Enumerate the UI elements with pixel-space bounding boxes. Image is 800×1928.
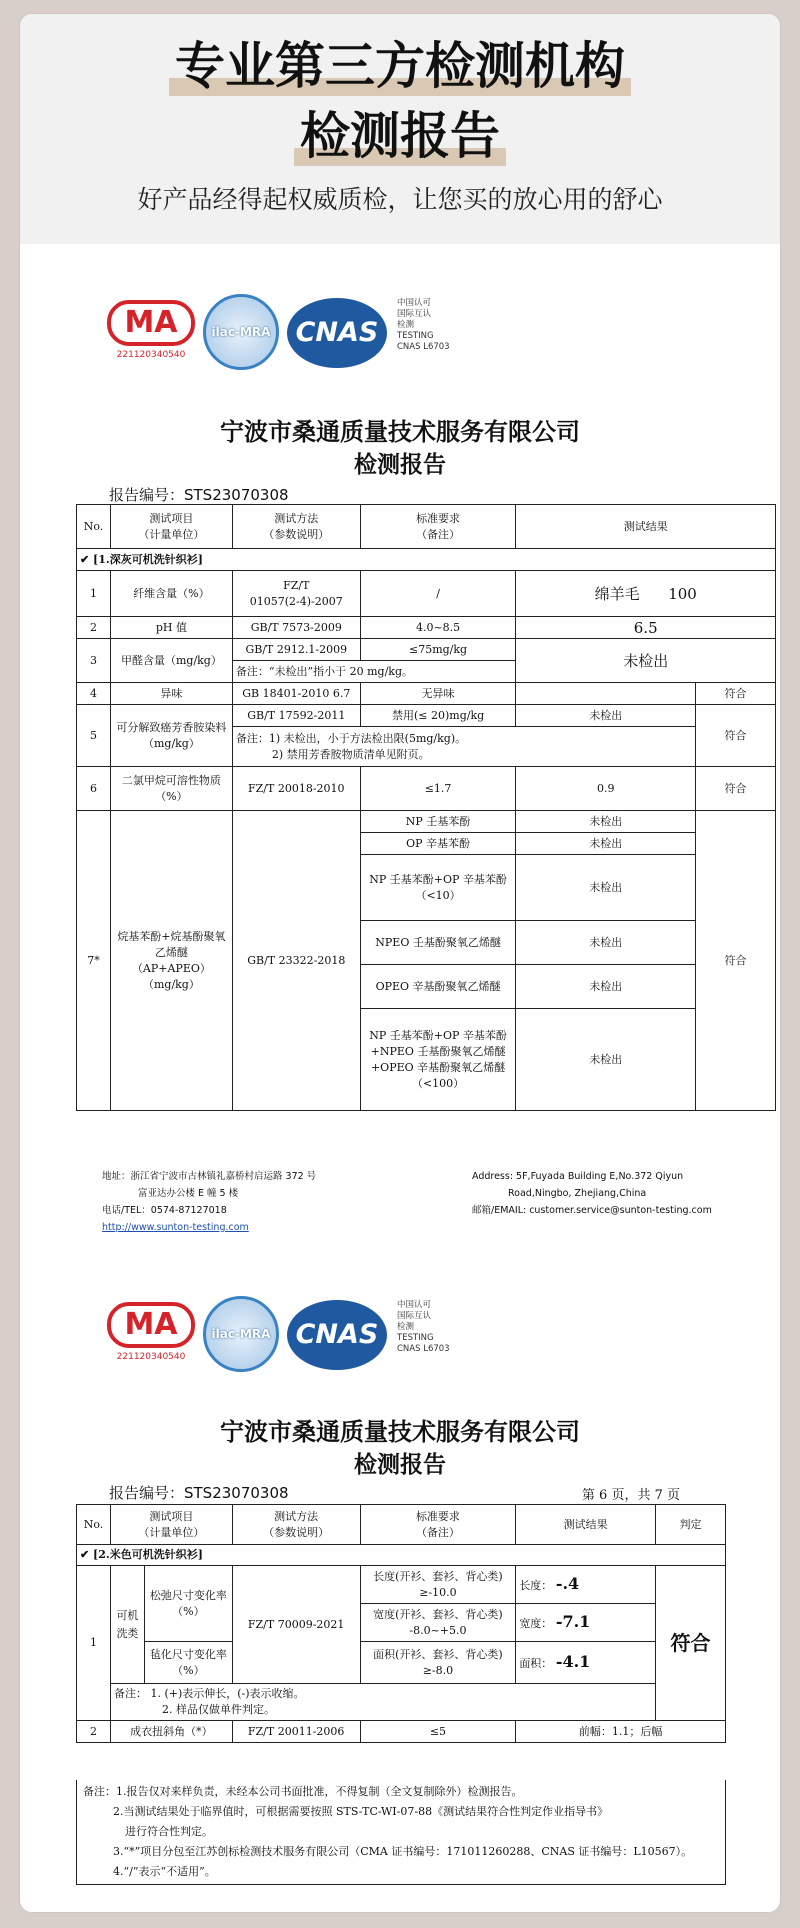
report-number: 报告编号：STS23070308 [109, 1484, 289, 1502]
report-title: 检测报告 [354, 1452, 446, 1478]
cnas-caption: 中国认可 国际互认 检测 TESTING CNAS L6703 [397, 298, 450, 352]
hero-title-line1: 专业第三方检测机构 [20, 26, 780, 98]
ilac-mra-logo: ilac-MRA [203, 1296, 279, 1372]
ilac-mra-logo: ilac-MRA [203, 294, 279, 370]
report-title: 检测报告 [354, 452, 446, 478]
table-header-row: No. 测试项目 （计量单位） 测试方法 （参数说明） 标准要求 （备注） 测试结果 [77, 505, 776, 549]
table-row: 5 可分解致癌芳香胺染料（mg/kg） GB/T 17592-2011 禁用(≤ 20)mg/kg 未检出 符合 [77, 705, 776, 727]
table-row: 4 异味 GB 18401-2010 6.7 无异味 符合 [77, 683, 776, 705]
result-header: 测试结果 [516, 505, 776, 549]
hero-title-line2: 检测报告 [20, 96, 780, 168]
table-row: 7* 烷基苯酚+烷基酚聚氧乙烯醚 （AP+APEO） （mg/kg） GB/T 23322-2018 NP 壬基苯酚 未检出 符合 [77, 811, 776, 833]
cma-logo: MA 221120340540 [107, 1302, 195, 1366]
table-row: 6 二氯甲烷可溶性物质（%） FZ/T 20018-2010 ≤1.7 0.9 符合 [77, 767, 776, 811]
cnas-logo: CNAS [287, 1300, 387, 1370]
table-row: 3 甲醛含量（mg/kg） GB/T 2912.1-2009 ≤75mg/kg 未检出 [77, 639, 776, 661]
report-footer: 地址：浙江省宁波市古林镇礼嘉桥村启运路 372 号 富亚达办公楼 E 幢 5 楼 电话/TEL：0574-87127018 http://www.sunton-testing.com Address: 5F,Fuyada Building E,No.372 Qiyun Road,Ningbo, Zhejiang,China 邮箱/EMAIL: customer.service@sunton-testing.com [102, 1171, 712, 1233]
cert-logos [107, 1296, 477, 1376]
page-count: 第 6 页，共 7 页 [581, 1488, 680, 1503]
company-name: 宁波市桑通质量技术服务有限公司 [220, 418, 580, 446]
report-table-2: No. 测试项目 （计量单位） 测试方法 （参数说明） 标准要求 （备注） 测试结果 判定 ✔ [2.米色可机洗针织衫] 1 可机洗类 松弛尺寸变化率 （%） FZ/T 70009-2021 长度(开衫、套衫、背心类) ≥-10.0 长度： -.4 符合 宽度(开衫、套衫、背心类) -8.0~+5.0 宽度： -7.1 毡化尺寸变化率 （%） 面积(开衫、套衫、背心类) ≥-8.0 面积： -4.1 备注： 1. (+)表示伸长，(-)表示收缩。 2. 样品仅做单件判定。 2 成衣扭斜角（*） FZ/T 20011-2006 ≤5 前幅：1.1；后幅 [76, 1504, 726, 1743]
section-label: ✔ [2.米色可机洗针织衫] [77, 1545, 726, 1566]
website-link[interactable]: http://www.sunton-testing.com [102, 1222, 249, 1233]
table-row: 1 可机洗类 松弛尺寸变化率 （%） FZ/T 70009-2021 长度(开衫、套衫、背心类) ≥-10.0 长度： -.4 符合 [77, 1566, 726, 1604]
report-page-2 [20, 1246, 780, 1912]
cnas-caption: 中国认可 国际互认 检测 TESTING CNAS L6703 [397, 1300, 450, 1354]
report-page-1 [20, 244, 780, 1244]
table-row: 2 成衣扭斜角（*） FZ/T 20011-2006 ≤5 前幅：1.1；后幅 [77, 1721, 726, 1743]
cert-logos [107, 294, 477, 374]
cnas-logo: CNAS [287, 298, 387, 368]
section-label: ✔ [1.深灰可机洗针织衫] [77, 549, 776, 571]
table-header-row: No. 测试项目 （计量单位） 测试方法 （参数说明） 标准要求 （备注） 测试结果 判定 [77, 1505, 726, 1545]
report-notes: 备注：1.报告仅对来样负责，未经本公司书面批准，不得复制（全文复制除外）检测报告。 2.当测试结果处于临界值时，可根据需要按照 STS-TC-WI-07-88《测试结果符合性判定作业指导书》 进行符合性判定。 3.“*”项目分包至江苏创标检测技术服务有限公司（CMA 证书编号：171011260288、CNAS 证书编号：L10567）。 4.“/”表示“不适用”。 [76, 1780, 726, 1885]
hero-subtitle: 好产品经得起权威质检，让您买的放心用的舒心 [137, 185, 663, 214]
report-number: 报告编号：STS23070308 [109, 486, 289, 504]
table-row: 1 纤维含量（%） FZ/T 01057(2-4)-2007 / 绵羊毛 100 [77, 571, 776, 617]
hero-banner [20, 14, 780, 244]
page-frame [20, 14, 780, 1912]
cma-logo: MA 221120340540 [107, 300, 195, 364]
company-name: 宁波市桑通质量技术服务有限公司 [220, 1418, 580, 1446]
table-row: 2 pH 值 GB/T 7573-2009 4.0~8.5 6.5 [77, 617, 776, 639]
report-table-1: No. 测试项目 （计量单位） 测试方法 （参数说明） 标准要求 （备注） 测试结果 ✔ [1.深灰可机洗针织衫] 1 纤维含量（%） FZ/T 01057(2-4)-2007 / 绵羊毛 100 2 pH 值 GB/T 7573-2009 4.0~8.5 6.5 3 甲醛含量（mg/kg） GB/T 2912.1-2009 ≤75mg/kg 未检出 备注：“未检出”指小于 20 mg/kg。 4 异味 GB 18401-2010 6.7 无异味 符合 5 可分解致癌芳香胺染料（mg/kg） GB/T 17592-2011 禁用(≤ 20)mg/kg 未检出 符合 备注：1) 未检出，小于方法检出限(5mg/kg)。 2) 禁用芳香胺物质清单见附页。 6 二氯甲烷可溶性物质（%） FZ/T 20018-2010 ≤1.7 0.9 符合 7* 烷基苯酚+烷基酚聚氧乙烯醚 （AP+APEO） （mg/kg） GB/T 23322-2018 NP 壬基苯酚 未检出 符合 OP 辛基苯酚 未检出 NP 壬基苯酚+OP 辛基苯酚 （<10） 未检出 NPEO 壬基酚聚氧乙烯醚 未检出 OPEO 辛基酚聚氧乙烯醚 未检出 NP 壬基苯酚+OP 辛基苯酚+NPEO 壬基酚聚氧乙烯醚+OPEO 辛基酚聚氧乙烯醚 （<100） 未检出 [76, 504, 776, 1111]
